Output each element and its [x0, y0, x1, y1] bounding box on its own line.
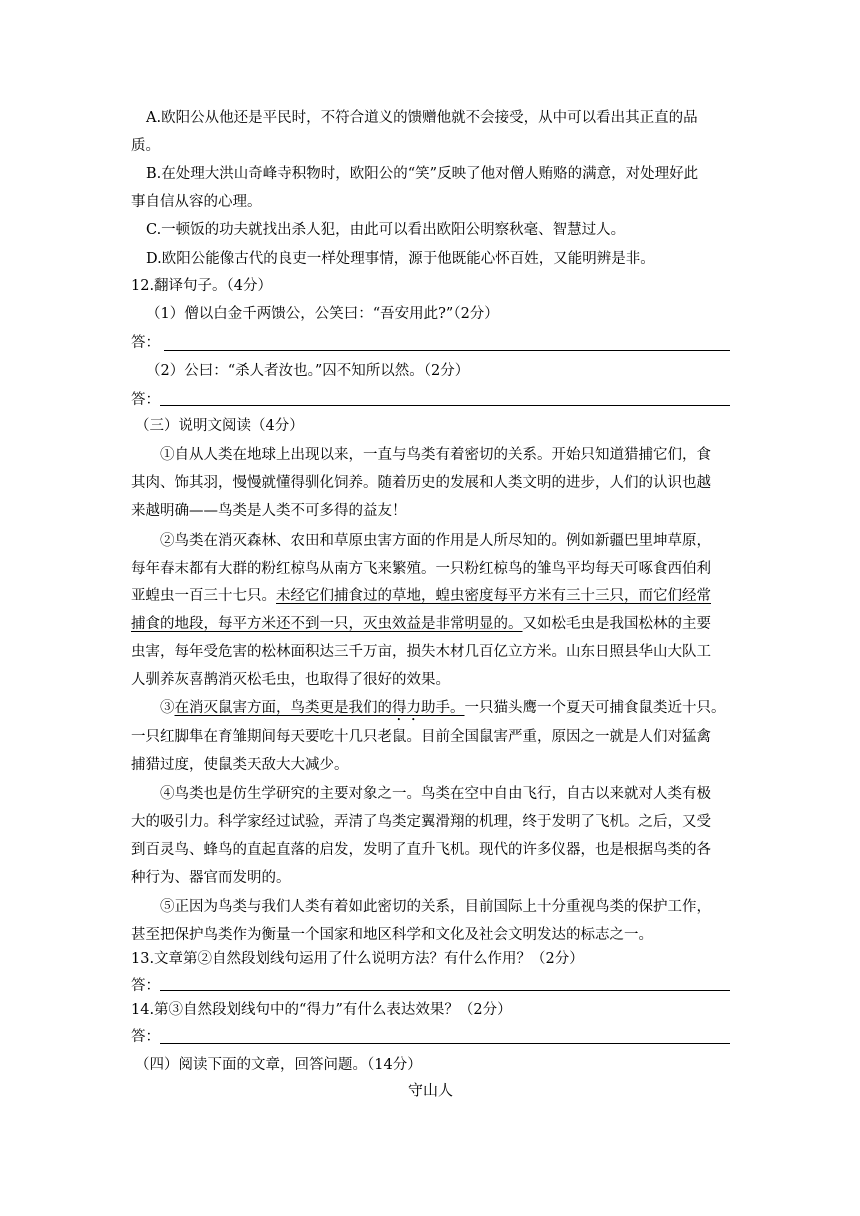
- q13-answer-line[interactable]: [160, 990, 730, 991]
- underlined-text-a: 在消灭鼠害方面，鸟类更是我们的: [174, 700, 392, 716]
- q12-answer-line-1[interactable]: [164, 350, 730, 351]
- q12-answer-label-2: 答：: [131, 392, 160, 408]
- paragraph-2-line3-text: 亚蝗虫一百三十七只。: [131, 588, 276, 604]
- option-b-line2: 事自信从容的心理。: [131, 194, 262, 210]
- paragraph-2-line1: ②鸟类在消灭森林、农田和草原虫害方面的作用是人所尽知的。例如新疆巴里坤草原，: [160, 533, 711, 549]
- paragraph-1-line3: 来越明确——鸟类是人类不可多得的益友！: [131, 503, 407, 519]
- option-c: C.一顿饭的功夫就找出杀人犯，由此可以看出欧阳公明察秋毫、智慧过人。: [146, 222, 626, 238]
- q14-answer-label: 答：: [131, 1029, 160, 1045]
- section-3-heading: （三）说明文阅读（4分）: [135, 418, 304, 434]
- q14-stem: 14.第③自然段划线句中的“得力”有什么表达效果？（2分）: [131, 1002, 512, 1018]
- option-b-line1: B.在处理大洪山奇峰寺积物时，欧阳公的“笑”反映了他对僧人贿赂的满意，对处理好此: [146, 166, 699, 182]
- article-title: 守山人: [408, 1081, 454, 1099]
- paragraph-5-line1: ⑤正因为鸟类与我们人类有着如此密切的关系，目前国际上十分重视鸟类的保护工作，: [160, 899, 711, 915]
- option-a-line2: 质。: [131, 138, 160, 154]
- q12-answer-line-2[interactable]: [160, 405, 730, 406]
- q12-sentence-1: （1）僧以白金千两馈公，公笑曰：“吾安用此?”（2分）: [146, 306, 499, 322]
- paragraph-3-line2: 一只红脚隼在育雏期间每天要吃十几只老鼠。目前全国鼠害严重，原因之一就是人们对猛禽: [131, 729, 711, 745]
- q12-sentence-2: （2）公曰：“杀人者汝也。”囚不知所以然。（2分）: [146, 363, 470, 379]
- underlined-sentence-p3: [175, 700, 465, 716]
- section-4-heading: （四）阅读下面的文章，回答问题。（14分）: [135, 1057, 422, 1073]
- paragraph-2-line4-rest: 又如松毛虫是我国松林的主要: [522, 616, 711, 632]
- q13-stem: 13.文章第②自然段划线句运用了什么说明方法？有什么作用？（2分）: [131, 951, 584, 967]
- paragraph-5-line2: 甚至把保护鸟类作为衡量一个国家和地区科学和文化及社会文明发达的标志之一。: [131, 927, 653, 943]
- emphasized-word-deli: 得力: [392, 700, 421, 716]
- paragraph-4-line4: 种行为、器官而发明的。: [131, 870, 291, 886]
- paragraph-3-number: ③: [160, 700, 175, 716]
- q14-answer-line[interactable]: [160, 1043, 730, 1044]
- paragraph-2-line2: 每年春末都有大群的粉红椋鸟从南方飞来繁殖。一只粉红椋鸟的雏鸟平均每天可啄食西伯利: [131, 561, 711, 577]
- paragraph-1-line1: ①自从人类在地球上出现以来，一直与鸟类有着密切的关系。开始只知道猎捕它们，食: [160, 447, 711, 463]
- paragraph-4-line1: ④鸟类也是仿生学研究的主要对象之一。鸟类在空中自由飞行，自古以来就对人类有极: [160, 786, 711, 802]
- paragraph-4-line2: 大的吸引力。科学家经过试验，弄清了鸟类定翼滑翔的机理，终于发明了飞机。之后，又受: [131, 814, 711, 830]
- underlined-sentence-part2: 捕食的地段，每平方米还不到一只，灭虫效益是非常明显的。: [131, 616, 523, 632]
- paragraph-1-line2: 其肉、饰其羽，慢慢就懂得驯化饲养。随着历史的发展和人类文明的进步，人们的认识也越: [131, 475, 711, 491]
- underlined-sentence-part1: 未经它们捕食过的草地，蝗虫密度每平方米有三十三只，而它们经常: [276, 588, 711, 604]
- paragraph-3-line3: 捕猎过度，使鼠类天敌大大减少。: [131, 757, 349, 773]
- underlined-text-b: 助手。: [421, 700, 465, 716]
- q13-answer-label: 答：: [131, 978, 160, 994]
- paragraph-2-line5: 虫害，每年受危害的松林面积达三千万亩，损失木材几百亿立方米。山东日照县华山大队工: [131, 644, 711, 660]
- paragraph-4-line3: 到百灵鸟、蜂鸟的直起直落的启发，发明了直升飞机。现代的许多仪器，也是根据鸟类的各: [131, 842, 711, 858]
- option-a-line1: A.欧阳公从他还是平民时，不符合道义的馈赠他就不会接受，从中可以看出其正直的品: [146, 110, 698, 126]
- paragraph-2-line4: [131, 614, 711, 634]
- paragraph-3-line1: [160, 698, 726, 724]
- q12-stem: 12.翻译句子。（4分）: [131, 278, 273, 294]
- paragraph-3-line1-rest: 一只猫头鹰一个夏天可捕食鼠类近十只。: [464, 700, 726, 716]
- paragraph-2-line3: [131, 586, 711, 606]
- q12-answer-label-1: 答：: [131, 335, 160, 351]
- paragraph-2-line6: 人驯养灰喜鹊消灭松毛虫，也取得了很好的效果。: [131, 672, 450, 688]
- option-d: D.欧阳公能像古代的良吏一样处理事情，源于他既能心怀百姓，又能明辨是非。: [146, 251, 655, 267]
